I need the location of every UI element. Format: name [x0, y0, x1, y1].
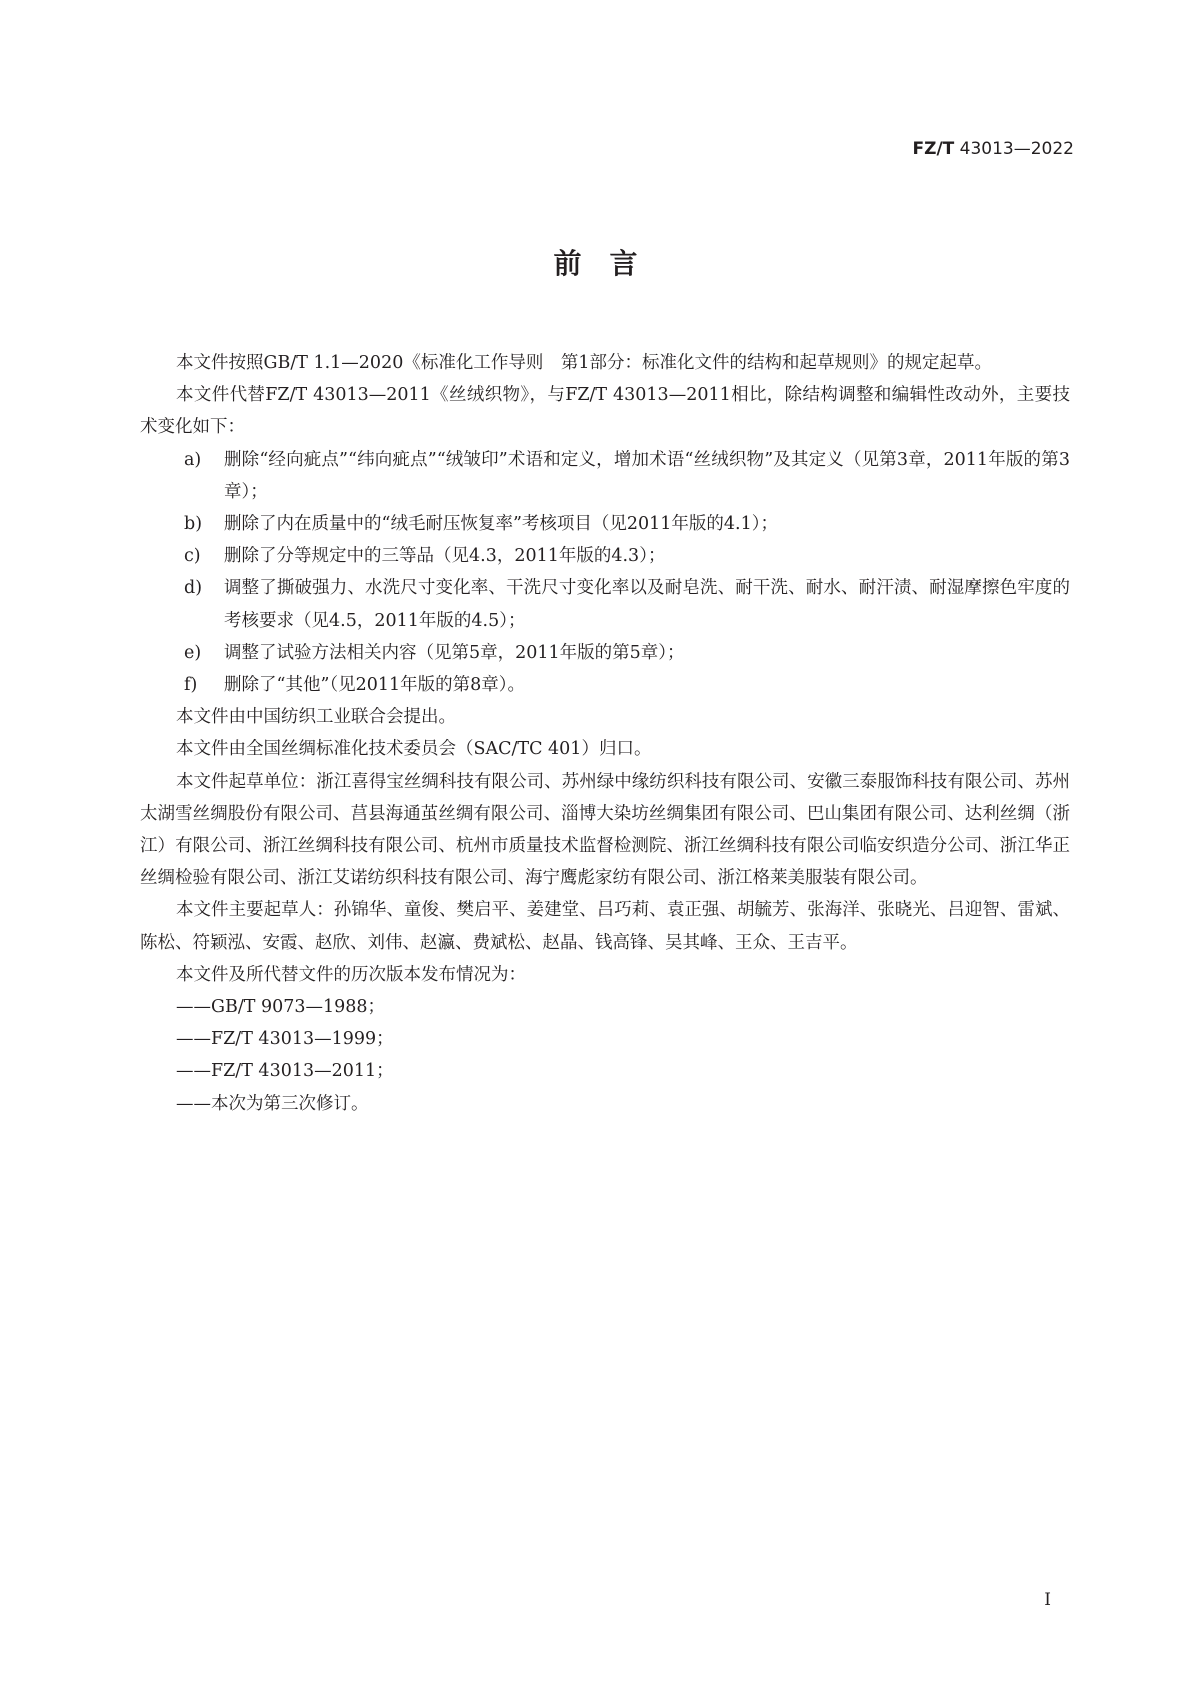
page-number: I: [1044, 1590, 1051, 1610]
standard-number: 43013—2022: [959, 139, 1074, 159]
list-item: [140, 572, 1070, 636]
standard-prefix: FZ/T: [912, 139, 955, 159]
version-item: ——FZ/T 43013—2011；: [176, 1061, 394, 1082]
list-item: [140, 444, 1070, 508]
paragraph-replacement: 本文件代替FZ/T 43013—2011《丝绒织物》，与FZ/T 43013—2011相比，除结构调整和编辑性改动外，主要技术变化如下：: [140, 385, 1070, 438]
list-marker: d): [184, 578, 203, 599]
list-marker: c): [184, 546, 201, 567]
list-item-text: 删除了内在质量中的“绒毛耐压恢复率”考核项目（见2011年版的4.1）；: [224, 514, 779, 535]
version-item: ——FZ/T 43013—1999；: [176, 1029, 394, 1050]
list-item: [140, 508, 1070, 540]
paragraph-proposer: 本文件由中国纺织工业联合会提出。: [176, 707, 456, 728]
list-marker: a): [184, 449, 202, 470]
list-item-text: 调整了撕破强力、水洗尺寸变化率、干洗尺寸变化率以及耐皂洗、耐干洗、耐水、耐汗渍、耐湿摩擦色牢度的考核要求（见4.5，2011年版的4.5）；: [224, 578, 1070, 631]
version-item: ——本次为第三次修订。: [176, 1093, 369, 1114]
paragraph-drafters: 本文件主要起草人：孙锦华、童俊、樊启平、姜建堂、吕巧莉、袁正强、胡毓芳、张海洋、张晓光、吕迎智、雷斌、陈松、符颖泓、安霞、赵欣、刘伟、赵瀛、费斌松、赵晶、钱高锋、吴其峰、王众、王吉平。: [140, 900, 1070, 953]
list-item-text: 删除了分等规定中的三等品（见4.3，2011年版的4.3）；: [224, 546, 666, 567]
list-item: [140, 669, 1070, 701]
version-item: ——GB/T 9073—1988；: [176, 997, 386, 1018]
paragraph-version-history: 本文件及所代替文件的历次版本发布情况为：: [176, 964, 526, 985]
changes-list: [140, 444, 1070, 702]
paragraph-technical-committee: 本文件由全国丝绸标准化技术委员会（SAC/TC 401）归口。: [176, 739, 652, 760]
list-item: [140, 540, 1070, 572]
list-item-text: 删除“经向疵点”“纬向疵点”“绒皱印”术语和定义，增加术语“丝绒织物”及其定义（见第3章，2011年版的第3章）；: [224, 449, 1070, 502]
list-marker: f): [184, 675, 198, 696]
list-item-text: 调整了试验方法相关内容（见第5章，2011年版的第5章）；: [224, 642, 685, 663]
standard-code-header: [913, 139, 1075, 159]
preface-body: [140, 347, 1070, 1120]
page-title: 前 言: [553, 247, 638, 280]
list-marker: e): [184, 642, 202, 663]
version-list: [140, 991, 1070, 1120]
list-marker: b): [184, 514, 203, 535]
paragraph-drafting-units: 本文件起草单位：浙江喜得宝丝绸科技有限公司、苏州绿中缘纺织科技有限公司、安徽三泰服饰科技有限公司、苏州太湖雪丝绸股份有限公司、莒县海通茧丝绸有限公司、淄博大染坊丝绸集团有限公司、巴山集团有限公司、达利丝绸（浙江）有限公司、浙江丝绸科技有限公司、杭州市质量技术监督检测院、浙江丝绸科技有限公司临安织造分公司、浙江华正丝绸检验有限公司、浙江艾诺纺织科技有限公司、海宁鹰彪家纺有限公司、浙江格莱美服装有限公司。: [140, 771, 1070, 889]
list-item-text: 删除了“其他”（见2011年版的第8章）。: [224, 675, 526, 696]
list-item: [140, 637, 1070, 669]
paragraph-drafting-rules: 本文件按照GB/T 1.1—2020《标准化工作导则 第1部分：标准化文件的结构和起草规则》的规定起草。: [176, 353, 992, 373]
